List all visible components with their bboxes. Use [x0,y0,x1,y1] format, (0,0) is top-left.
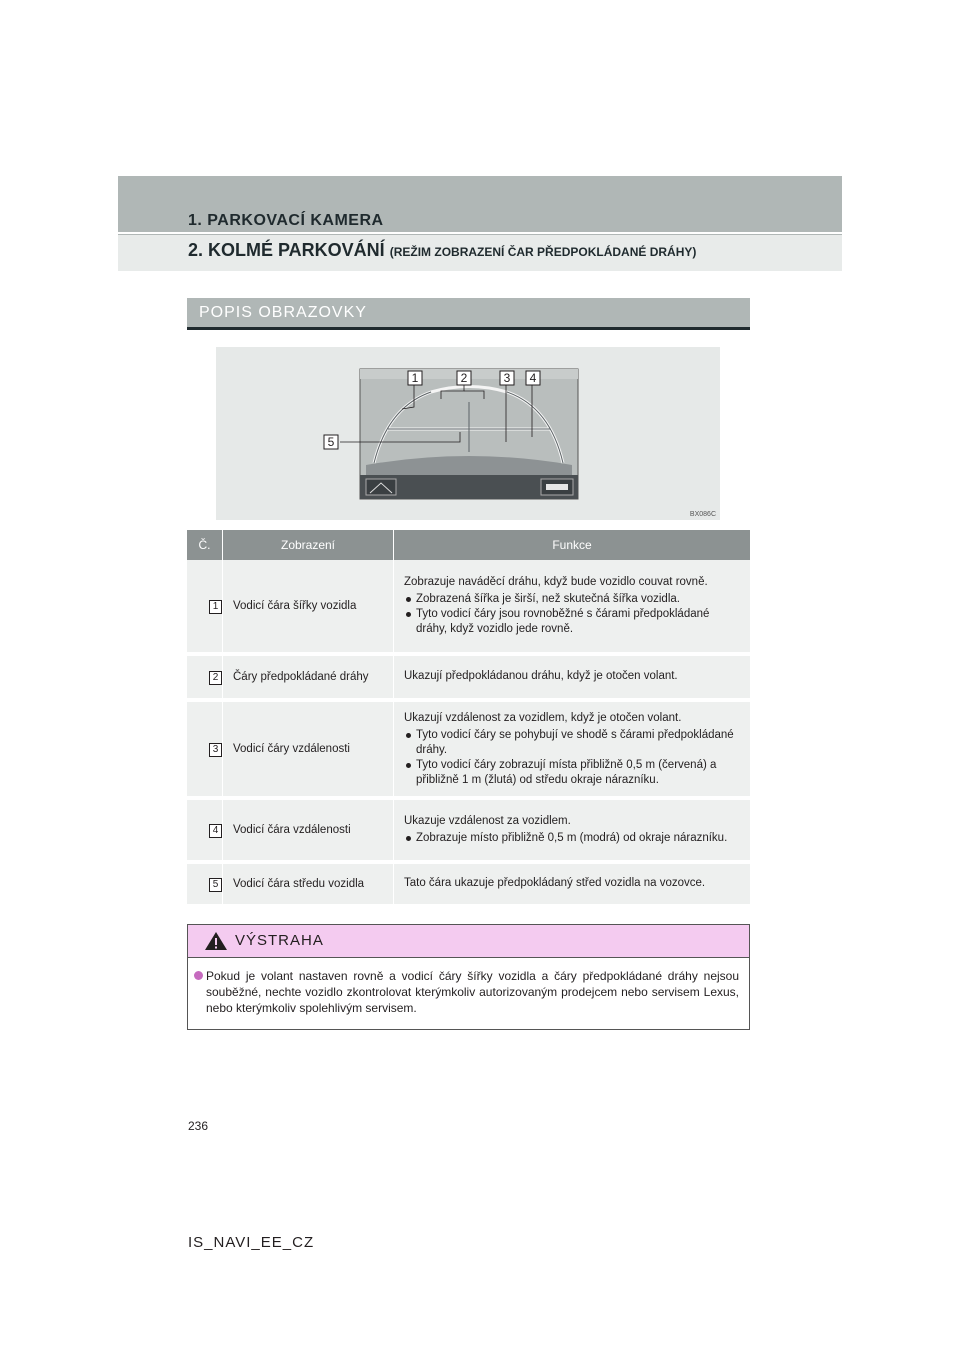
row-num-cell [187,702,223,800]
subheading-bar [187,298,750,330]
callout-3: 3 [503,371,511,385]
row-function [394,864,750,908]
figure-code: BX086C [689,511,716,518]
section-title-main: 2. KOLMÉ PARKOVÁNÍ [188,240,385,260]
header-function: Funkce [394,530,750,560]
function-bullet: Zobrazuje místo přibližně 0,5 m (modrá) od okraje nárazníku. [404,831,740,846]
row-function [394,800,750,864]
row-num: 1 [209,600,222,614]
function-text: Ukazuje vzdálenost za vozidlem. [404,815,571,827]
camera-screen-figure [216,347,720,520]
screen-description-table [187,530,750,908]
header-divider [118,232,842,234]
warning-text: Pokud je volant nastaven rovně a vodicí čáry šířky vozidla a čáry předpokládané dráhy nejsou souběžné, nechte vozidlo zkontrolovat kterýmkoliv autorizovaným prodejcem nebo servisem Lexus, nebo kterýmkoliv spolehlivým servisem. [206,969,739,1015]
row-display: Vodicí čára středu vozidla [223,864,394,908]
section-title-sub: (REŽIM ZOBRAZENÍ ČAR PŘEDPOKLÁDANÉ DRÁHY) [389,245,697,259]
warning-body [188,958,749,1016]
page-number: 236 [188,1119,209,1133]
header-display: Zobrazení [223,530,394,560]
row-num-cell [187,656,223,702]
row-display: Vodicí čára šířky vozidla [223,560,394,656]
function-text: Ukazují vzdálenost za vozidlem, když je otočen volant. [404,711,682,724]
warning-bullet-icon [194,971,203,980]
warning-box [187,924,750,1030]
function-bullet: Tyto vodicí čáry se pohybují ve shodě s čárami předpokládané dráhy. [404,728,740,758]
table-row [187,864,750,908]
table-row [187,656,750,702]
function-text: Ukazují předpokládanou dráhu, když je otočen volant. [404,669,678,682]
row-display: Vodicí čáry vzdálenosti [223,702,394,800]
chapter-title: 1. PARKOVACÍ KAMERA [188,212,384,229]
row-display: Vodicí čára vzdálenosti [223,800,394,864]
document-id: IS_NAVI_EE_CZ [188,1234,315,1251]
row-num-cell [187,560,223,656]
function-text: Tato čára ukazuje předpokládaný střed vozidla na vozovce. [404,876,706,889]
warning-triangle-icon [204,931,228,951]
callout-2: 2 [460,371,468,385]
row-function [394,702,750,800]
callout-4: 4 [529,371,537,385]
callout-1: 1 [411,371,419,385]
row-num-cell [187,800,223,864]
warning-title: VÝSTRAHA [235,932,324,949]
section-title [188,240,696,261]
callout-5: 5 [327,435,335,449]
table-row [187,800,750,864]
row-function [394,656,750,702]
row-display: Čáry předpokládané dráhy [223,656,394,702]
camera-screen-illustration [216,347,720,520]
function-text: Zobrazuje naváděcí dráhu, když bude vozidlo couvat rovně. [404,576,708,588]
function-bullet: Tyto vodicí čáry zobrazují místa přibližně 0,5 m (červená) a přibližně 1 m (žlutá) od středu okraje nárazníku. [404,758,740,788]
row-num-cell [187,864,223,908]
row-num: 4 [209,824,222,838]
table-header-row [187,530,750,560]
function-bullet: Tyto vodicí čáry jsou rovnoběžné s čárami předpokládané dráhy, když vozidlo jede rovně. [404,607,740,637]
subheading-text: POPIS OBRAZOVKY [199,304,367,321]
table-row [187,702,750,800]
row-num: 2 [209,671,222,685]
row-num: 5 [209,878,222,892]
row-function [394,560,750,656]
header-num: Č. [187,530,223,560]
function-bullet: Zobrazená šířka je širší, než skutečná šířka vozidla. [404,592,740,607]
row-num: 3 [209,743,222,757]
table-row [187,560,750,656]
warning-header [188,925,749,958]
